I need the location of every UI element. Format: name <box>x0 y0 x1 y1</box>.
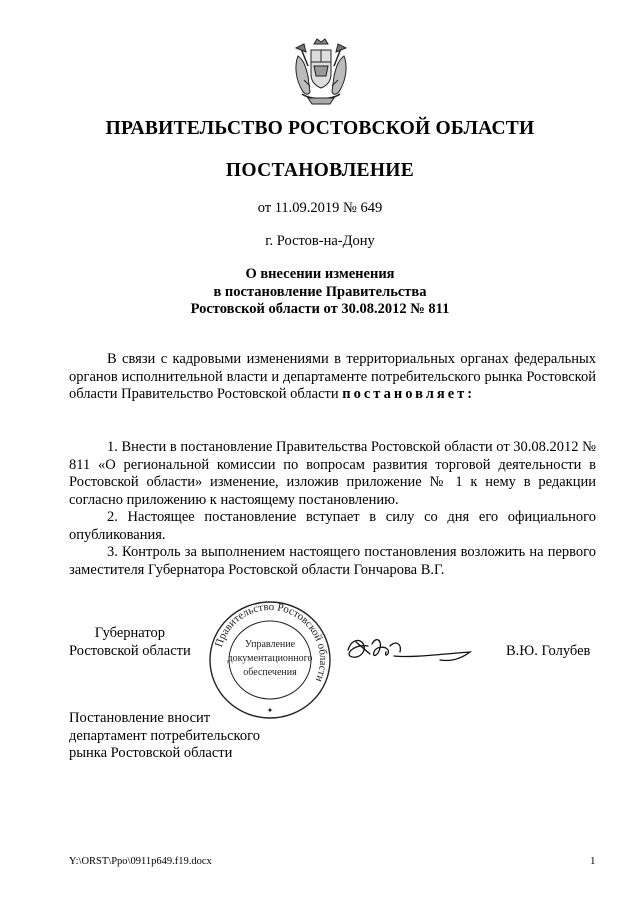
city-line: г. Ростов-на-Дону <box>265 233 375 249</box>
page-number: 1 <box>590 855 596 867</box>
document-subject <box>0 266 640 319</box>
decree-items <box>69 439 596 579</box>
official-stamp <box>206 598 334 722</box>
position-line-1: Губернатор <box>94 625 165 641</box>
date-and-number: от 11.09.2019 № 649 <box>257 200 383 216</box>
document-type-title: ПОСТАНОВЛЕНИЕ <box>225 160 415 181</box>
subject-line-2: в постановление Правительства <box>213 283 427 300</box>
position-line-2: Ростовской области <box>69 642 191 659</box>
svg-text:✦: ✦ <box>266 706 274 715</box>
decree-item-2: 2. Настоящее постановление вступает в силу со дня его официального опубликования. <box>69 509 596 543</box>
decree-item-3: 3. Контроль за выполнением настоящего постановления возложить на первого заместителя Губернатора Ростовской области Гончарова В.Г. <box>69 544 596 578</box>
submitted-by-line-2: департамент потребительского <box>69 727 260 744</box>
preamble-text: В связи с кадровыми изменениями в территориальных органах федеральных органов исполнительной власти и департаменте потребительского рынка Ростовской области Правительство Ростовской области <box>69 351 596 402</box>
subject-line-3: Ростовской области от 30.08.2012 № 811 <box>190 301 450 317</box>
submitted-by-line-1: Постановление вносит <box>69 710 211 726</box>
stamp-inner-line-2: документационного <box>227 653 313 664</box>
decree-word: постановляет: <box>342 386 476 402</box>
stamp-inner-line-3: обеспечения <box>243 667 297 678</box>
stamp-outer-text: Правительство Ростовской области <box>212 600 330 684</box>
file-path-footer: Y:\ORST\Ppo\0911p649.f19.docx <box>69 856 212 867</box>
stamp-inner-line-1: Управление <box>244 639 296 650</box>
subject-line-1: О внесении изменения <box>245 266 395 282</box>
signatory-name: В.Ю. Голубев <box>506 643 591 659</box>
signatory-position <box>69 625 191 660</box>
handwritten-signature <box>342 632 474 668</box>
preamble-paragraph <box>69 351 596 404</box>
submitted-by-note <box>69 710 260 763</box>
coat-of-arms-emblem <box>290 36 352 106</box>
organization-title: ПРАВИТЕЛЬСТВО РОСТОВСКОЙ ОБЛАСТИ <box>105 118 535 139</box>
submitted-by-line-3: рынка Ростовской области <box>69 745 233 761</box>
decree-item-1: 1. Внести в постановление Правительства Ростовской области от 30.08.2012 № 811 «О региональной комиссии по вопросам развития торговой деятельности в Ростовской области» изменение, изложив приложение № 1 к нему в редакции согласно приложению к настоящему постановлению. <box>69 439 597 508</box>
